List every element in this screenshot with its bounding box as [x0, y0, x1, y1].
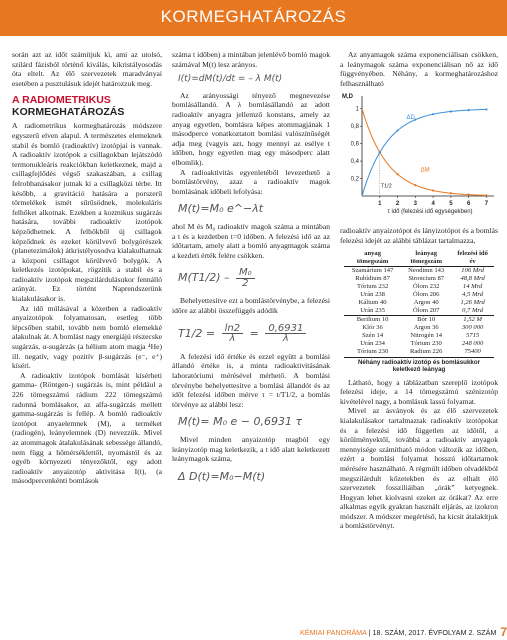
table-cell: Kálium 40 — [358, 298, 387, 306]
formula-daughter: Δ D(t)=M₀−M(t) — [178, 469, 266, 483]
paragraph: Behelyettesítve ezt a bomlástörvénybe, a felezési időre az alábbi összefüggés adódik — [172, 296, 330, 316]
table-row — [344, 283, 494, 291]
table-row — [344, 291, 494, 299]
table-cell: Ólom 207 — [412, 306, 440, 314]
table-row — [344, 348, 494, 356]
y-tick-label: 0,8 — [350, 124, 359, 131]
paragraph: Mivel az ásványok és az élő szervezetek kialakulásakor tartalmaztak radioaktív izotópokat és a felezési idő független az időtől, a körülményektől, továbbá a radioaktív anyagok mennyisége számítható módon változik az időben, ezért a bomlási folyamat hosszú időtartamok mérésére használható. A régmúlt időben olvadékból megszilárdult kőzetekben és az elhalt élő szervezetek fosszíliáiban „órák” ketyegnek. Hogyan lehet kiolvasni ezeket az órákat? Az erre alkalmas egyik gyakran használt eljárás, az izokron módszer. A módszer megértéső, ha kicsit átalakítjuk a bomlástörvényt. — [340, 406, 498, 531]
y-axis-label: M,D — [342, 94, 353, 101]
isotope-table — [344, 250, 494, 356]
numerator: ln2 — [222, 324, 243, 335]
table-row — [344, 307, 494, 316]
table-cell: Rubídium 87 — [355, 274, 390, 282]
paragraph: A radioaktivitás egyenletéből levezethető a bomlástörvény, azaz a radioaktív magok bomlásának időbeli lefolyása: — [172, 167, 330, 196]
data-point-D — [432, 113, 434, 115]
data-point-M — [432, 190, 434, 192]
header-bar — [0, 0, 507, 36]
formula-decay-tau: M(t)= M₀ e − 0,6931 τ — [178, 415, 303, 429]
page-number: 7 — [500, 625, 507, 639]
table-cell: Nitrogén 14 — [410, 331, 443, 339]
page-title: KORMEGHATÁROZÁS — [160, 7, 347, 26]
table-cell: Stroncium 87 — [408, 274, 445, 282]
section-heading-line-1: A RADIOMETRIKUS — [12, 94, 111, 107]
table-header-cell: leányag tömegszám — [401, 250, 451, 267]
formula-half-life-def — [178, 268, 330, 288]
paragraph: száma t időben) a mintában jelenlévő bomló magok számával M(t) lesz arányos. — [172, 50, 330, 69]
table-cell: Bór 10 — [401, 315, 451, 324]
issue-info: 18. SZÁM, 2017. ÉVFOLYAM 2. SZÁM — [372, 628, 497, 637]
journal-name: KÉMIAI PANORÁMA — [300, 628, 367, 637]
section-heading — [12, 94, 162, 118]
column-1 — [12, 50, 162, 486]
table-cell: 48,8 Mrd — [460, 274, 485, 282]
table-cell: 1,26 Mrd — [460, 298, 485, 306]
numerator: M₀ — [236, 268, 255, 279]
formula-half-life — [178, 324, 330, 344]
formula-decay-law: M(t)=M₀ e^−λt — [178, 202, 264, 216]
table-cell: 248 000 — [461, 339, 484, 347]
denominator: 2 — [242, 277, 249, 289]
table-cell: Ólom 232 — [412, 282, 440, 290]
formula-lhs: M(T1/2) – — [178, 271, 230, 285]
table-cell: Urán 234 — [360, 339, 385, 347]
decay-chart — [340, 90, 498, 222]
footer — [300, 624, 507, 638]
column-2 — [172, 50, 330, 489]
paragraph: A radiometrikus kormeghatározás módszere egyszerű elven alapul. A természetes elemeknek stabil és bomló (radioaktív) izotópjai is vannak. A radioaktív izotópok a csillagokban lejátszódó termonukleáris reakciókban keletkeznek, majd a csillagfejlődés végső szakaszában, a csillag felrobbanásakor jutnak ki a csillagközi térbe. Itt később, a gravitáció hatására a porszerű törmelékek ismét sűrűsödnek, molekuláris felhőket alkotnak. Ezekben a kozmikus sugárzás hatására, további radioaktív izotópok képződhetnek. A felhőkből új csillagok képződnek és ezeket körülvevő bolygórészek (planetezimálok) átkristélyosodva kialakulhatnak a közponi csillagot körülvevő bolygók. A keletkezés izotópokat, rögzítik a stabil és a radioaktív izotópok megszilárdulásukor fennálló arányát. Ez történt Naprendszerünk kialakulásakor is. — [12, 121, 162, 304]
paragraph: Az arányossági tényező megnevezése bomlásállandó. A λ bomlásállandó az adott radioaktív anyagra jellemző konstans, amely az anyag egyetlen, bomlásra képes atommagjának 1 másodperce vonatkoztatott bomlási valószínűségét adja meg (vagyis azt, hogy mennyi az esélye t időben, hogy egyetlen mag egy másodperc alatt elbomlik). — [172, 90, 330, 167]
table-cell: Tórium 230 — [356, 347, 389, 355]
data-point-D — [396, 130, 398, 132]
section-heading-line-2: KORMEGHATÁROZÁS — [12, 106, 125, 119]
table-row — [344, 315, 494, 324]
paragraph: Az anyamagok száma exponenciálisan csökken, a leánymagok száma exponenciálisan nő az idő függvényében. Néhány, a kormeghatározáshoz felhasználható — [340, 50, 498, 88]
data-point-D — [450, 111, 452, 113]
x-tick-label: 7 — [484, 201, 489, 208]
data-point-M — [468, 194, 470, 196]
table-body — [344, 266, 494, 356]
column-3 — [340, 50, 498, 531]
fraction — [222, 324, 243, 344]
table-cell: Szamárium 147 — [351, 266, 394, 274]
data-point-M — [414, 184, 416, 186]
table-cell: Klór 36 — [362, 323, 383, 331]
table-cell: Szén 14 — [362, 331, 384, 339]
y-tick-label: 1 — [355, 107, 359, 114]
table-cell: 0,7 Mrd — [462, 306, 484, 314]
table-cell: 5715 — [466, 331, 480, 339]
table-caption: Néhány radioaktív izotóp és bomlásukkor keletkező leányag — [344, 357, 494, 374]
table-cell: 75400 — [464, 347, 481, 355]
paragraph: Mivel minden anyaizotóp magból egy leányizotóp mag keletkezik, a t idő alatt keletkezett leánymagok száma, — [172, 435, 330, 464]
annotation-half-life: T1/2 — [380, 183, 392, 190]
denominator: λ — [282, 333, 289, 345]
y-tick-label: 0,2 — [350, 176, 359, 183]
table-cell: Radium 226 — [409, 347, 443, 355]
table-row — [344, 340, 494, 348]
fraction — [265, 324, 306, 344]
table-row — [344, 332, 494, 340]
annotation-delta-d: ΔD — [406, 115, 415, 122]
table-row — [344, 266, 494, 275]
table-row — [344, 324, 494, 332]
footer-separator: | — [368, 628, 373, 637]
annotation-delta-m: ΔM — [420, 167, 430, 174]
paragraph: Látható, hogy a táblázatban szereplő izotópok felezési ideje, a 14 tömegszámú szénizotóp kivételével nagy, a bomlásuk lassú folyamat. — [340, 377, 498, 406]
table-row — [344, 275, 494, 283]
table-cell: Urán 238 — [360, 290, 385, 298]
y-tick-label: 0,4 — [350, 159, 359, 166]
paragraph: A felezési idő értéke és ezzel együtt a bomlási állandó értéke is, a minta radioaktivitásának laboratóriumi mérésével mérhető. A bomlási törvénybe behelyettesítve a bomlási állandót és az időt felezési időben mérve τ = t/T1/2, a bomlás törvénye az alábbi lesz: — [172, 351, 330, 409]
table-cell: 1,52 M — [451, 315, 494, 324]
table-header-row — [344, 250, 494, 267]
equals-sign: = — [249, 326, 259, 340]
y-tick-label: 0,6 — [350, 142, 359, 149]
table-cell: Berilium 10 — [344, 315, 401, 324]
table-cell: 106 Mrd — [461, 266, 484, 274]
paragraph: Az idő múlásával a közetben a radioaktív anyaizotópok folyamatosan, esetleg több lépcsőben stabil, tovább nem bomló elemekké alakulnak át. A bomlást nagy energiájú részecske sugárzás, α-sugárzás (a hélium atom magja ⁴He) ill. negatív, vagy pozitív β-sugárzás (e⁻, e⁺) kíséri. — [12, 303, 162, 371]
data-point-D — [468, 109, 470, 111]
fraction — [236, 268, 255, 288]
x-tick-label: 3 — [413, 201, 418, 208]
table-cell: Tórium 230 — [410, 339, 442, 347]
paragraph: radioaktív anyaizotópot és lányizotópot és a bomlás felezési idejét az alábbi táblázat tartalmazza, — [340, 226, 498, 245]
decay-chart-svg — [340, 90, 498, 222]
paragraph: A radioaktív izotópok bomlását kísérheti gamma- (Röntgen-) sugárzás is, mint például a 226 tömegszámú rádium 222 tömegszámú radonná bomlásakor, az alfa-sugárzás mellett gamma-sugárzás is fellép. A bomló radioaktív izotópot anyaelemnek (M), a terméket (radiogén), leányelemnek (D) nevezzük. Mivel az atommagok átalakulásának sebessége állandó, nem függ a hőmérséklettől, nyomástól és az egyéb környezeti tényezőktől, egy adott radioaktív anyaizotóp aktivitása I(t), (a másodpercenkénti bomlások — [12, 370, 162, 486]
formula-activity: I(t)=dM(t)/dt = – λ M(t) — [178, 74, 283, 85]
table-cell: Tórium 232 — [356, 282, 389, 290]
x-tick-label: 6 — [466, 201, 471, 208]
table-cell: Argon 40 — [413, 298, 439, 306]
data-point-M — [396, 173, 398, 175]
data-point-M — [450, 193, 452, 195]
x-tick-label: 2 — [395, 201, 400, 208]
table-row — [344, 299, 494, 307]
table-header-cell: felezési idő év — [451, 250, 494, 267]
table-cell: 14 Mrd — [462, 282, 483, 290]
table-cell: Ólom 206 — [412, 290, 440, 298]
table-cell: 300 000 — [461, 323, 484, 331]
denominator: λ — [229, 333, 236, 345]
paragraph: során azt az időt számítjuk ki, ami az utolsó, szilárd fázisból történő kiválás, kikristályosodás óta eltelt. Az élő szervezetek maradványai esetében a pusztulásuk idejét határozzuk meg. — [12, 50, 162, 88]
table-header-cell: anyag tömegszám — [344, 250, 401, 267]
table-cell: 4,5 Mrd — [462, 290, 484, 298]
formula-lhs: T1/2 = — [178, 326, 216, 340]
x-tick-label: 1 — [378, 201, 382, 208]
table-cell: Argon 36 — [413, 323, 439, 331]
data-point-D — [485, 109, 487, 111]
x-axis-label: τ idő (felezési idő egységekben) — [387, 209, 473, 216]
numerator: 0,6931 — [265, 324, 306, 335]
x-tick-label: 4 — [431, 201, 435, 208]
table-cell: Urán 235 — [360, 306, 385, 314]
data-point-M — [485, 195, 487, 197]
paragraph: ahol M és M₀ radioaktív magok száma a mintában a t és a kezdetben t=0 időben. A felezési idő az az időtartam, amely alatt a bomló anyagmagok száma a kezdeti érték felére csökken. — [172, 221, 330, 260]
x-tick-label: 5 — [449, 201, 453, 208]
table-cell: Neodimn 143 — [408, 266, 445, 274]
